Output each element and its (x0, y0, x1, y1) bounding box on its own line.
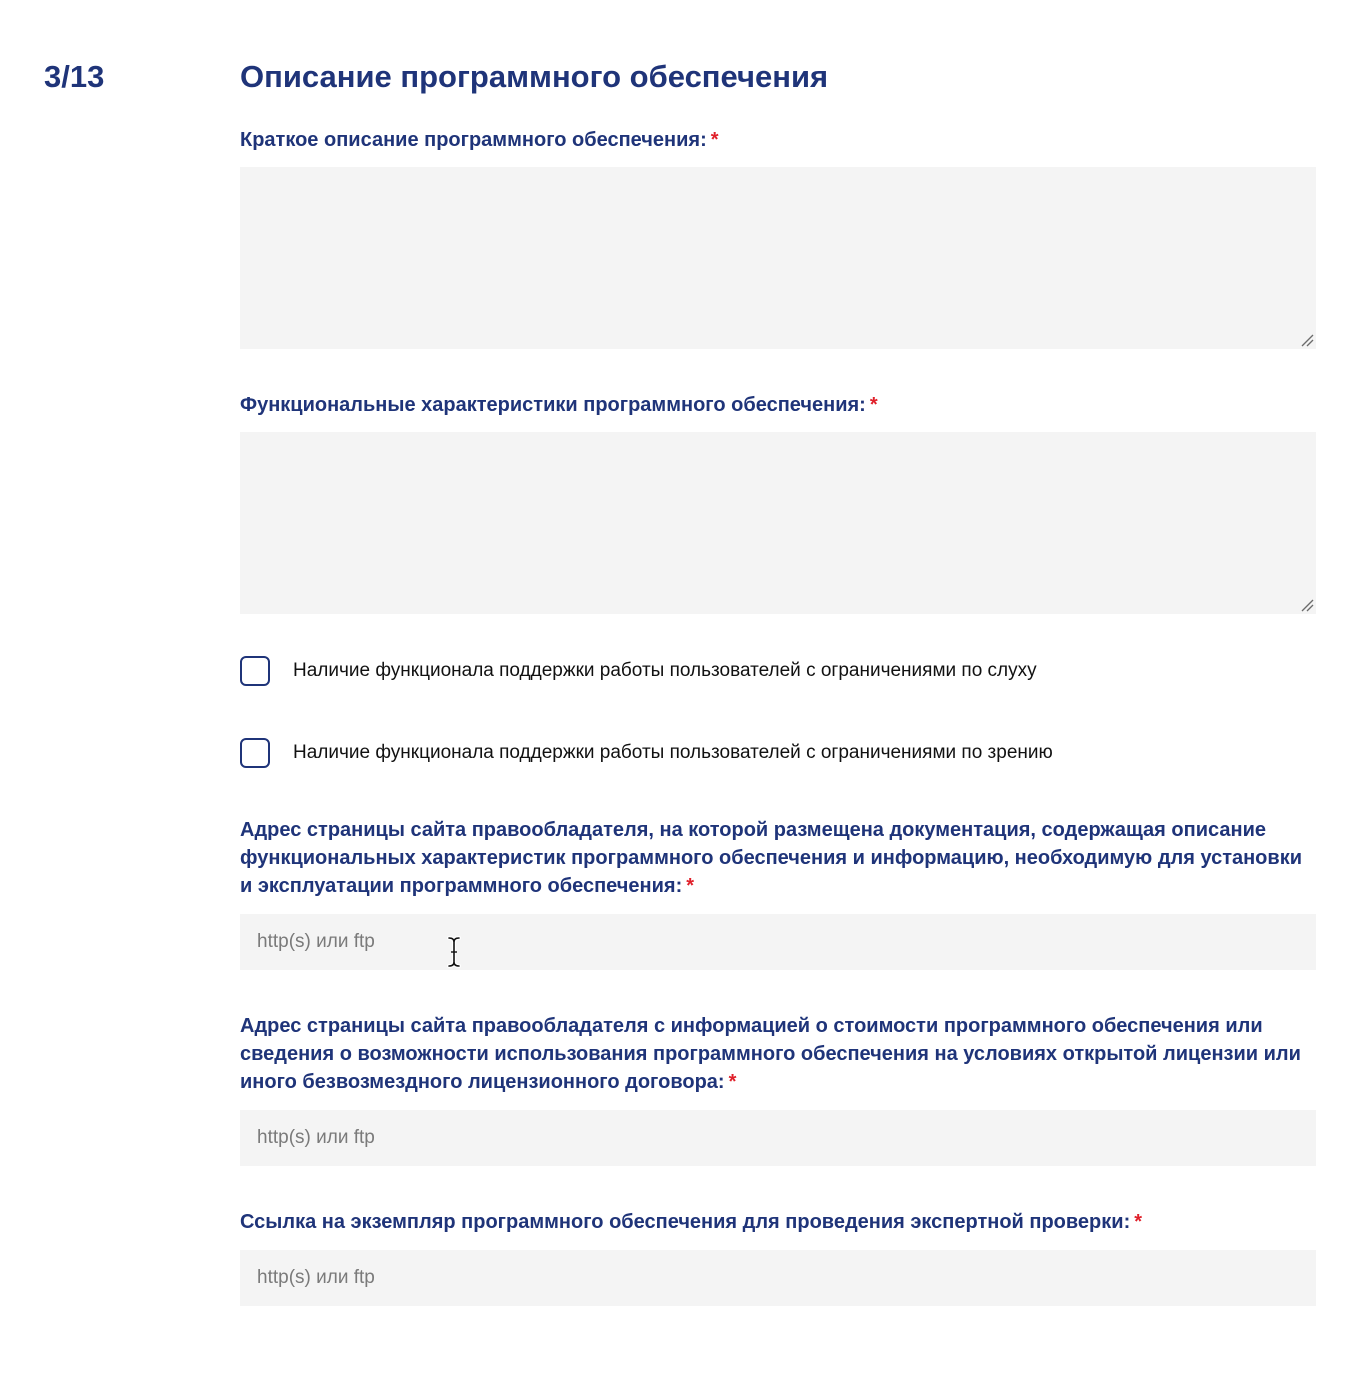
vision-support-label: Наличие функционала поддержки работы пользователей с ограничениями по зрению (293, 742, 1053, 763)
required-marker: * (728, 1071, 737, 1093)
pricing-url-input[interactable] (240, 1110, 1316, 1166)
documentation-url-input[interactable] (240, 914, 1316, 970)
resize-grip-icon[interactable] (1300, 598, 1314, 612)
instance-url-label-text: Ссылка на экземпляр программного обеспечения для проведения экспертной проверки: (240, 1211, 1131, 1233)
instance-url-label (240, 1208, 1316, 1236)
hearing-support-checkbox[interactable] (240, 656, 270, 686)
short-description-textarea-wrapper (240, 167, 1316, 349)
functional-characteristics-textarea-wrapper (240, 432, 1316, 614)
form-section (240, 57, 1316, 1306)
pricing-url-label-text: Адрес страницы сайта правообладателя с информацией о стоимости программного обеспечения или сведения о возможности использования программного обеспечения на условиях открытой лицензии или иного безвозмездного лицензионного договора: (240, 1015, 1301, 1093)
documentation-url-label-text: Адрес страницы сайта правообладателя, на которой размещена документация, содержащая описание функциональных характеристик программного обеспечения и информацию, необходимую для установки и эксплуатации программного обеспечения: (240, 819, 1303, 897)
pricing-url-label (240, 1012, 1316, 1096)
resize-grip-icon[interactable] (1300, 333, 1314, 347)
step-counter: 3/13 (44, 59, 105, 94)
documentation-url-label (240, 816, 1316, 900)
required-marker: * (686, 875, 695, 897)
vision-support-option[interactable] (240, 736, 1316, 770)
text-cursor-icon (445, 936, 463, 968)
required-marker: * (710, 129, 719, 151)
functional-characteristics-textarea[interactable] (240, 432, 1316, 614)
hearing-support-option[interactable] (240, 654, 1316, 688)
short-description-label (240, 126, 1316, 154)
short-description-label-text: Краткое описание программного обеспечения: (240, 129, 707, 151)
short-description-textarea[interactable] (240, 167, 1316, 349)
hearing-support-label: Наличие функционала поддержки работы пользователей с ограничениями по слуху (293, 660, 1037, 681)
vision-support-checkbox[interactable] (240, 738, 270, 768)
functional-characteristics-label (240, 391, 1316, 419)
required-marker: * (1134, 1211, 1143, 1233)
functional-characteristics-label-text: Функциональные характеристики программного обеспечения: (240, 394, 866, 416)
required-marker: * (869, 394, 878, 416)
instance-url-input[interactable] (240, 1250, 1316, 1306)
section-title: Описание программного обеспечения (240, 59, 829, 94)
